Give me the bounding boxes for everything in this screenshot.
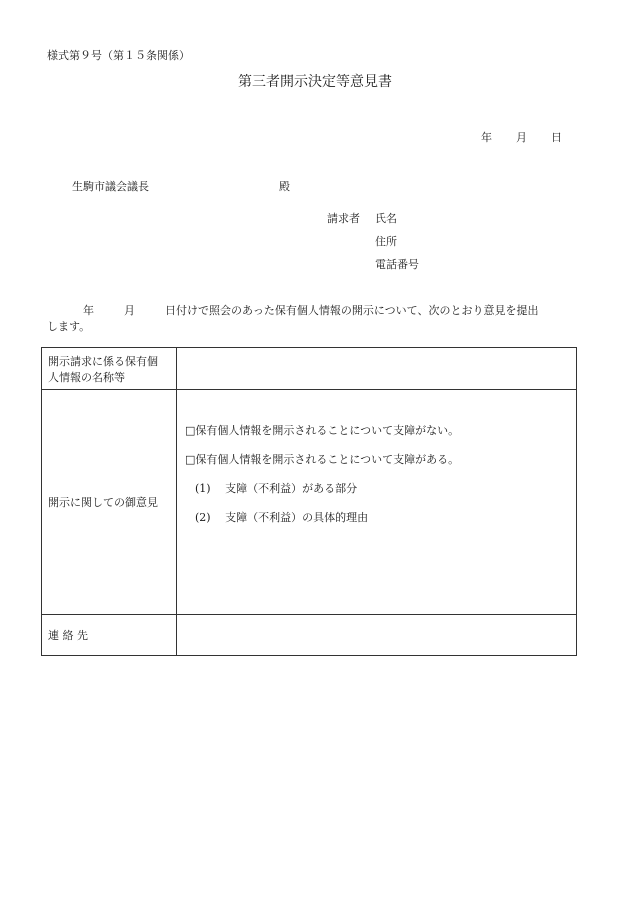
body-text-main: 日付けで照会のあった保有個人情報の開示について、次のとおり意見を提出 <box>165 304 539 317</box>
opinion-form-table <box>41 347 577 656</box>
info-name-value[interactable] <box>177 348 577 390</box>
date-month: 月 <box>516 131 527 144</box>
table-row <box>42 348 577 390</box>
opinion-label: 開示に関しての御意見 <box>42 390 177 615</box>
contact-value[interactable] <box>177 615 577 656</box>
body-year: 年 <box>83 304 94 317</box>
body-paragraph <box>47 303 580 335</box>
requester-name-field: 氏名 <box>375 212 397 225</box>
sub-item-specific-reason: (2) 支障（不利益）の具体的理由 <box>195 511 369 524</box>
option-no-hindrance[interactable]: □保有個人情報を開示されることについて支障がない。 <box>185 424 460 437</box>
table-row <box>42 615 577 656</box>
contact-label: 連 絡 先 <box>42 615 177 656</box>
requester-phone-field: 電話番号 <box>375 258 419 271</box>
opinion-value <box>177 390 577 615</box>
requester-label: 請求者 <box>327 212 360 225</box>
option-hindrance[interactable]: □保有個人情報を開示されることについて支障がある。 <box>185 453 460 466</box>
addressee-name: 生駒市議会議長 <box>72 180 149 193</box>
date-line <box>481 129 562 145</box>
table-row <box>42 390 577 615</box>
document-title: 第三者開示決定等意見書 <box>238 74 392 90</box>
addressee-honorific: 殿 <box>279 180 290 193</box>
sub-item-affected-part: (1) 支障（不利益）がある部分 <box>195 482 358 495</box>
body-month: 月 <box>124 304 135 317</box>
body-line-2: します。 <box>47 320 91 333</box>
date-day: 日 <box>551 131 562 144</box>
body-line-1 <box>47 303 580 319</box>
info-name-label <box>42 348 177 390</box>
form-number: 様式第９号（第１５条関係） <box>47 49 190 62</box>
info-name-label-line1: 開示請求に係る保有個 <box>48 354 158 368</box>
date-year: 年 <box>481 131 492 144</box>
info-name-label-line2: 人情報の名称等 <box>48 370 125 384</box>
requester-address-field: 住所 <box>375 235 397 248</box>
